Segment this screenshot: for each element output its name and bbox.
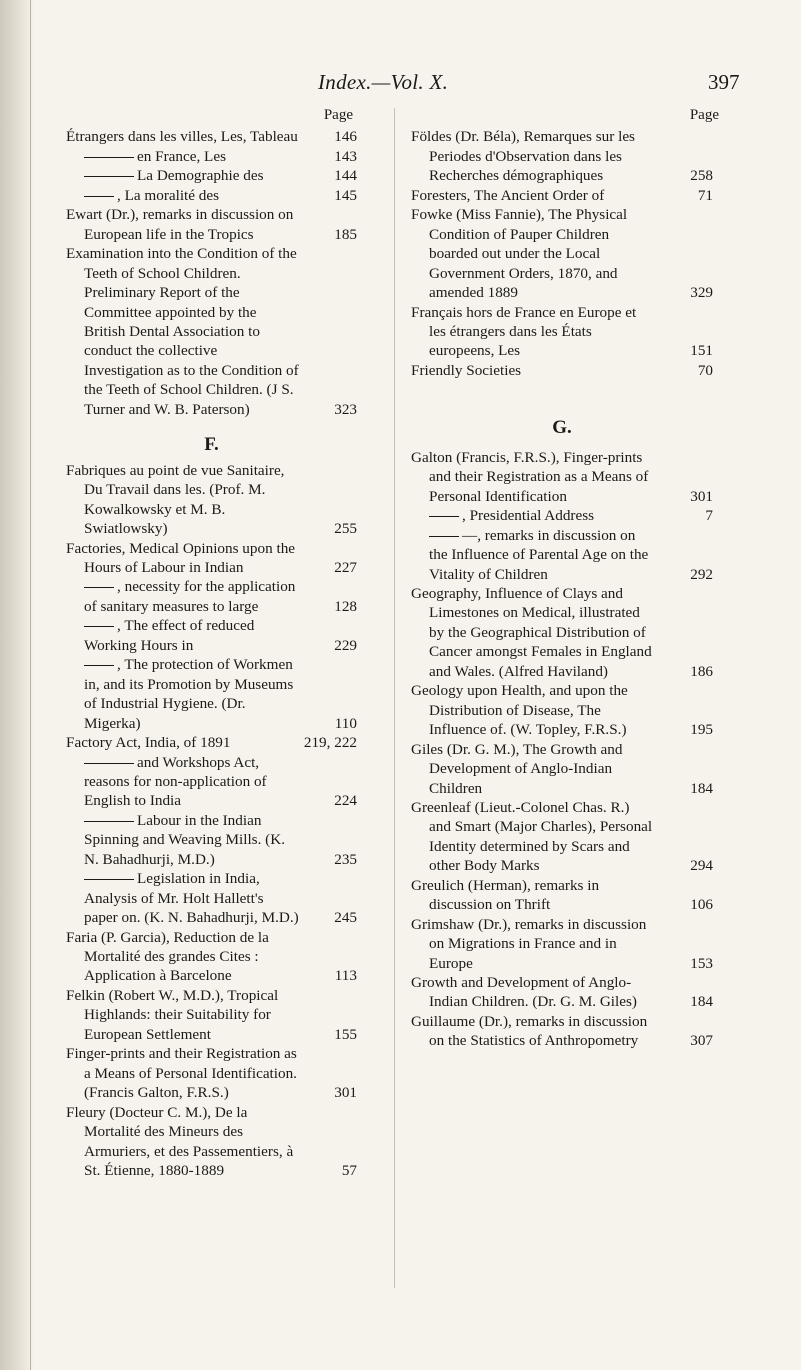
entry-text: La Demographie des	[137, 167, 264, 185]
index-entry	[66, 186, 357, 205]
entry-page: 106	[690, 896, 713, 914]
entry-text: , La moralité des	[117, 186, 220, 204]
ditto-dash	[429, 516, 459, 517]
entry-text: Grimshaw (Dr.), remarks in discussion on Migrations in France and in Europe	[411, 915, 647, 972]
entry-page: 235	[334, 850, 357, 868]
index-entry	[66, 928, 357, 986]
entry-text: Ewart (Dr.), remarks in discussion on European life in the Tropics	[66, 206, 294, 243]
entry-page: 255	[334, 520, 357, 538]
entry-text: , Presidential Address	[462, 507, 595, 525]
entry-text: Guillaume (Dr.), remarks in discussion on the Statistics of Anthropometry	[411, 1012, 648, 1050]
index-entry	[411, 915, 713, 973]
entry-page: 224	[334, 792, 357, 810]
entry-page: 292	[690, 565, 713, 583]
entry-text: Földes (Dr. Béla), Remarques sur les Periodes d'Observation dans les Recherches démographiques	[411, 128, 635, 185]
entry-page: 143	[334, 147, 357, 165]
index-entry	[66, 869, 357, 927]
entry-text: Legislation in India, Analysis of Mr. Holt Hallett's paper on. (K. N. Bahadhurji, M.D.)	[84, 870, 299, 927]
entry-page: 153	[690, 954, 713, 972]
page-column-label: Page	[689, 107, 719, 123]
entries-f	[66, 461, 357, 1181]
index-entry	[411, 303, 713, 361]
entry-page: 184	[690, 993, 713, 1011]
entry-text: Friendly Societies	[411, 361, 522, 379]
entry-text: Felkin (Robert W., M.D.), Tropical Highlands: their Suitability for European Settlement	[66, 986, 279, 1043]
entry-page: 57	[341, 1162, 357, 1180]
entry-page: 186	[690, 662, 713, 680]
page-column-label: Page	[323, 107, 353, 123]
index-entry	[411, 127, 713, 185]
index-entry	[66, 539, 357, 578]
entry-text: Galton (Francis, F.R.S.), Finger-prints and their Registration as a Means of Personal Identification	[411, 448, 649, 505]
index-entry	[411, 1012, 713, 1051]
index-entry	[411, 584, 713, 681]
entry-page: 110	[334, 714, 357, 732]
entry-page: 113	[334, 967, 357, 985]
index-entry	[66, 616, 357, 655]
entry-page: 301	[334, 1084, 357, 1102]
entry-page: 258	[690, 167, 713, 185]
entry-text: Growth and Development of Anglo-Indian Children. (Dr. G. M. Giles)	[411, 974, 637, 1011]
entry-page: 245	[334, 909, 357, 927]
entry-text: , The protection of Workmen in, and its Promotion by Museums of Industrial Hygiene. (Dr. Migerka)	[84, 656, 294, 732]
entry-text: Geology upon Health, and upon the Distribution of Disease, The Influence of. (W. Topley, F.R.S.)	[411, 682, 628, 739]
index-entry	[66, 205, 357, 244]
index-entry	[66, 1044, 357, 1102]
entry-text: —, remarks in discussion on the Influence of Parental Age on the Vitality of Children	[429, 526, 649, 583]
entry-text: Fleury (Docteur C. M.), De la Mortalité des Mineurs des Armuriers, et des Passementiers, à St. Étienne, 1880-1889	[66, 1103, 294, 1180]
index-entry	[411, 205, 713, 302]
section-letter-f: F.	[204, 434, 219, 456]
page-header	[0, 70, 801, 104]
page-number: 397	[708, 70, 740, 94]
entry-page: 329	[690, 284, 713, 302]
ditto-dash	[84, 176, 134, 177]
entries-f-continued	[411, 127, 713, 380]
ditto-dash	[84, 665, 114, 666]
index-entry	[66, 733, 357, 752]
entry-page: 229	[334, 636, 357, 654]
index-entry	[411, 526, 713, 584]
index-entry	[411, 506, 713, 525]
ditto-dash	[84, 626, 114, 627]
index-entry	[66, 127, 357, 146]
entry-text: Greulich (Herman), remarks in discussion on Thrift	[411, 876, 600, 914]
ditto-dash	[84, 821, 134, 822]
index-entry	[411, 798, 713, 876]
entry-page: 7	[705, 507, 713, 525]
ditto-dash	[84, 587, 114, 588]
index-entry	[411, 361, 713, 380]
running-head: Index.—Vol. X.	[318, 70, 449, 94]
index-entry	[66, 753, 357, 811]
entry-text: Étrangers dans les villes, Les, Tableau	[66, 128, 298, 146]
entry-text: , necessity for the application of sanitary measures to large	[84, 578, 296, 615]
entry-text: , The effect of reduced Working Hours in	[84, 617, 255, 654]
entry-text: Faria (P. Garcia), Reduction de la Mortalité des grandes Cites : Application à Barcelone	[66, 928, 269, 985]
entry-text: and Workshops Act, reasons for non-application of English to India	[84, 753, 267, 810]
entry-page: 151	[690, 342, 713, 360]
entry-page: 144	[334, 167, 357, 185]
index-entry	[66, 986, 357, 1044]
entry-text: Finger-prints and their Registration as a Means of Personal Identification. (Francis Galton, F.R.S.)	[66, 1045, 297, 1102]
entry-page: 146	[334, 128, 357, 146]
entry-text: Fowke (Miss Fannie), The Physical Condition of Pauper Children boarded out under the Local Government Orders, 1870, and amended 1889	[411, 206, 628, 302]
entry-page: 145	[334, 186, 357, 204]
column-divider	[394, 108, 395, 1288]
entry-text: Giles (Dr. G. M.), The Growth and Development of Anglo-Indian Children	[411, 740, 623, 797]
entry-page: 294	[690, 857, 713, 875]
index-entry	[66, 166, 357, 185]
index-entry	[66, 577, 357, 616]
entry-text: Factories, Medical Opinions upon the Hours of Labour in Indian	[66, 539, 296, 576]
entry-page: 71	[697, 186, 713, 204]
entry-text: en France, Les	[137, 147, 226, 165]
entry-page: 185	[334, 225, 357, 243]
index-entry	[66, 1103, 357, 1181]
entry-text: Français hors de France en Europe et les étrangers dans les États europeens, Les	[411, 303, 637, 360]
index-entry	[411, 740, 713, 798]
entry-text: Geography, Influence of Clays and Limestones on Medical, illustrated by the Geographical Distribution of Cancer amongst Females in England and Wales. (Alfred Haviland)	[411, 584, 652, 680]
entry-page: 323	[334, 400, 357, 418]
section-letter-g: G.	[552, 417, 572, 439]
index-entry	[411, 876, 713, 915]
entry-page: 301	[690, 487, 713, 505]
ditto-dash	[84, 196, 114, 197]
index-entry	[66, 244, 357, 419]
entry-page: 184	[690, 779, 713, 797]
entry-text: Factory Act, India, of 1891	[66, 734, 231, 752]
entry-page: 155	[334, 1025, 357, 1043]
entry-page: 70	[697, 361, 713, 379]
entry-text: Labour in the Indian Spinning and Weaving Mills. (K. N. Bahadhurji, M.D.)	[84, 811, 285, 868]
entry-page: 128	[334, 597, 357, 615]
index-entry	[66, 811, 357, 869]
ditto-dash	[84, 763, 134, 764]
index-column-right	[411, 106, 719, 1051]
ditto-dash	[84, 879, 134, 880]
index-entry	[411, 186, 713, 205]
entry-page: 195	[690, 721, 713, 739]
index-column-left	[66, 106, 357, 1180]
entry-page: 219, 222	[303, 734, 357, 752]
index-entry	[411, 681, 713, 739]
index-entry	[66, 655, 357, 733]
entry-page: 227	[334, 558, 357, 576]
entries-e	[66, 127, 357, 419]
index-entry	[411, 973, 713, 1012]
ditto-dash	[429, 536, 459, 537]
index-entry	[411, 448, 713, 506]
ditto-dash	[84, 157, 134, 158]
index-entry	[66, 147, 357, 166]
entry-text: Greenleaf (Lieut.-Colonel Chas. R.) and Smart (Major Charles), Personal Identity determined by Scars and other Body Marks	[411, 798, 653, 875]
binding-edge	[30, 0, 31, 1370]
entry-text: Examination into the Condition of the Teeth of School Children. Preliminary Report of the Committee appointed by the British Dental Association to conduct the collective Investigation as to the Condition of the Teeth of School Children. (J S. Turner and W. B. Paterson)	[66, 245, 299, 418]
entry-text: Fabriques au point de vue Sanitaire, Du Travail dans les. (Prof. M. Kowalkowsky et M. B. Swiatlowsky)	[66, 461, 285, 538]
entry-text: Foresters, The Ancient Order of	[411, 186, 605, 204]
index-entry	[66, 461, 357, 539]
entry-page: 307	[690, 1032, 713, 1050]
entries-g	[411, 448, 713, 1051]
book-binding-shadow	[0, 0, 34, 1370]
